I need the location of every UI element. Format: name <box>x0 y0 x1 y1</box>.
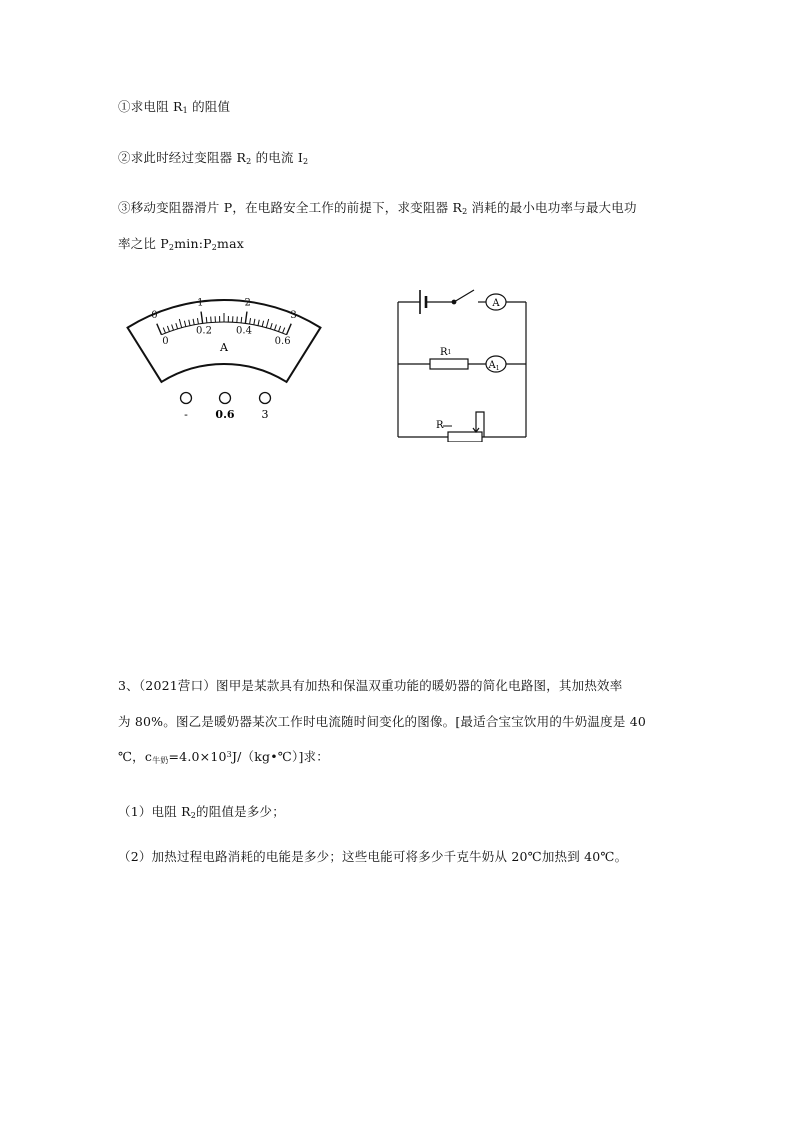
terminal-negative-label: - <box>184 408 188 421</box>
scale-tick <box>266 319 268 328</box>
scale-tick <box>245 312 247 324</box>
q3-item-2: （2）加热过程电路消耗的电能是多少；这些电能可将多少千克牛奶从 20℃加热到 40℃。 <box>118 849 628 864</box>
rheostat-slider <box>476 412 484 437</box>
scale-tick <box>201 312 203 324</box>
ammeter-dial-figure <box>120 292 335 427</box>
scale-tick <box>163 328 165 334</box>
scale-tick <box>167 326 169 332</box>
lower-scale-label: 0.4 <box>236 325 252 337</box>
scale-tick <box>206 317 207 323</box>
ammeter-ticks <box>157 312 291 335</box>
scale-tick <box>197 318 198 324</box>
scale-tick <box>179 319 181 328</box>
scale-tick <box>241 317 242 323</box>
r1-label: R1 <box>440 347 452 358</box>
lower-scale-label: 0.2 <box>196 325 212 337</box>
terminal-3 <box>260 393 271 404</box>
lower-scale-label: 0 <box>162 335 169 347</box>
terminal-0-6 <box>220 393 231 404</box>
main-ammeter-label: A <box>492 298 500 309</box>
rheostat-r2 <box>448 432 482 442</box>
scale-tick <box>250 318 251 324</box>
q3-line-2: 为 80%。图乙是暖奶器某次工作时电流随时间变化的图像。[最适合宝宝饮用的牛奶温度是 40 <box>118 714 647 729</box>
scale-tick <box>172 324 174 330</box>
terminal-3-label: 3 <box>261 408 269 421</box>
scale-tick <box>270 323 272 329</box>
scale-tick <box>258 320 259 326</box>
scale-tick <box>157 324 162 335</box>
scale-tick <box>262 321 263 327</box>
q2-item-3: ③移动变阻器滑片 P，在电路安全工作的前提下，求变阻器 $R_2$ 消耗的最小电功率与最大电功 <box>118 200 637 216</box>
upper-scale-label: 3 <box>290 310 297 322</box>
scale-tick <box>287 324 292 335</box>
circuit-diagram <box>390 282 535 442</box>
scale-tick <box>189 320 190 326</box>
q3-line-3: ℃，$c_{牛奶}=4.0\times 10^3J/(kg•℃)$]求： <box>118 749 329 765</box>
upper-scale-label: 1 <box>197 297 204 309</box>
r2-label: R <box>436 420 444 431</box>
ammeter-terminals <box>181 393 271 422</box>
q2-item-2: ②求此时经过变阻器 $R_2$ 的电流 $I_2$ <box>118 150 309 166</box>
upper-scale-label: 2 <box>244 297 251 309</box>
scale-tick <box>176 323 178 329</box>
scale-tick <box>275 324 277 330</box>
terminal-0-6-label: 0.6 <box>215 408 235 421</box>
resistor-r1 <box>430 359 468 369</box>
lower-scale-label: 0.6 <box>274 335 291 347</box>
q3-line-1: 3、（2021营口）图甲是某款具有加热和保温双重功能的暖奶器的简化电路图，其加热效率 <box>118 678 623 693</box>
scale-tick <box>193 319 194 325</box>
scale-tick <box>283 328 285 334</box>
q3-item-1: （1）电阻 $R_2$的阻值是多少； <box>118 804 285 820</box>
q2-item-3-cont: 率之比 $P_2\min:P_2\max$ <box>118 236 244 252</box>
upper-scale-label: 0 <box>151 310 158 322</box>
ammeter-unit: A <box>220 341 228 354</box>
scale-tick <box>279 326 281 332</box>
scale-tick <box>254 319 255 325</box>
terminal-negative <box>181 393 192 404</box>
branch-ammeter-label: $A_1$ <box>488 360 500 372</box>
q2-item-1: ①求电阻 $R_1$ 的阻值 <box>118 99 231 115</box>
scale-tick <box>184 321 185 327</box>
switch-blade <box>454 290 474 302</box>
